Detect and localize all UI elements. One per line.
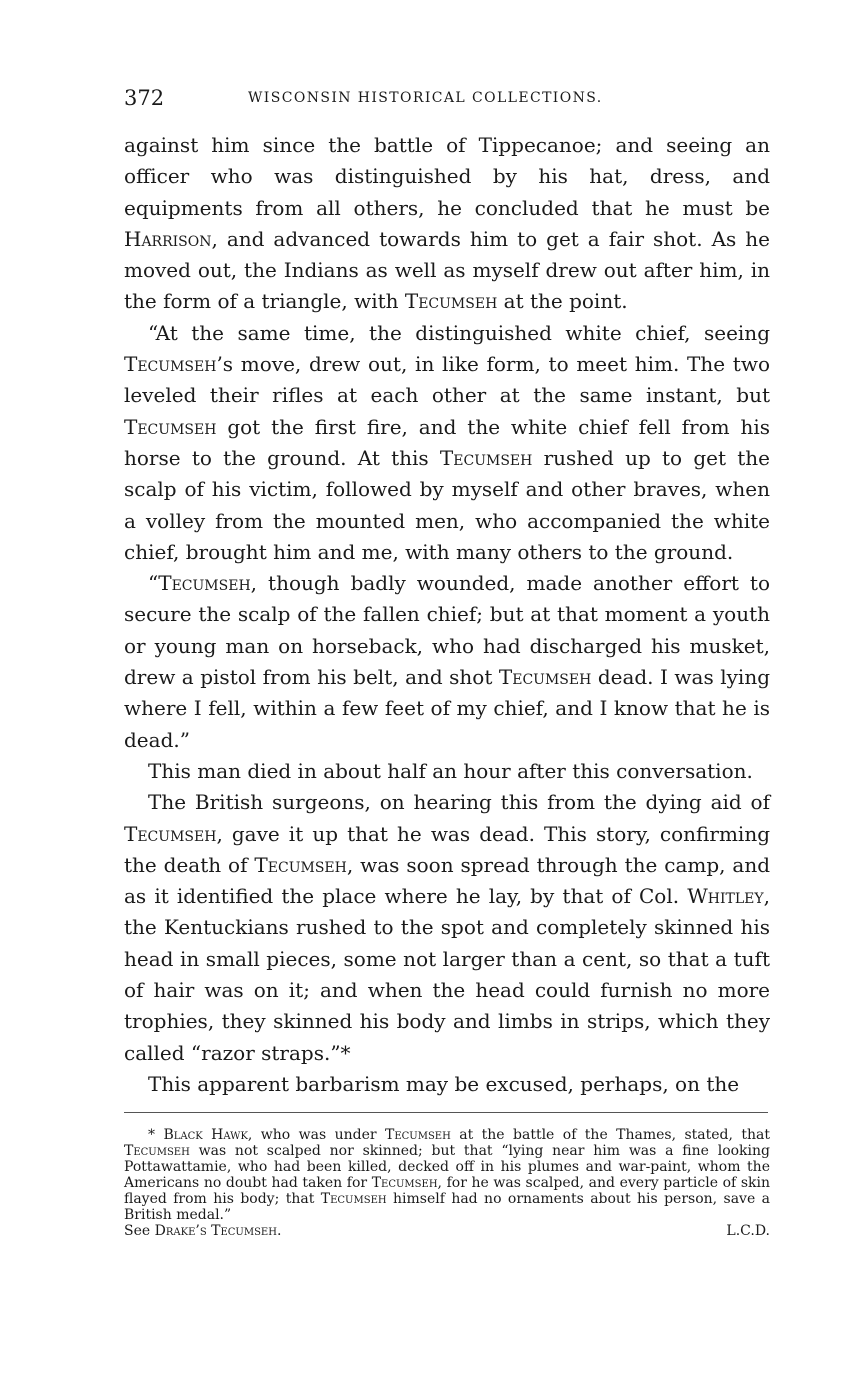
footnote-text: * Black Hawk, who was under Tecumseh at the battle of the Thames, stated, that Tecumseh was not scalped nor skinned; but that “lying near him was a fine looking Pottawattamie, who had been killed, decked off in his plumes and war-paint, whom the Americans no doubt had taken for Tecumseh, for he was scalped, and every particle of skin flayed from his body; that Tecumseh himself had no ornaments about his person, save a British medal.” — [124, 1127, 771, 1224]
paragraph-1: against him since the battle of Tippecanoe; and seeing an officer who was distinguished by his hat, dress, and equipments from all others, he concluded that he must be Harrison, and advanced towards him to get a fair shot. As he moved out, the Indians as well as myself drew out after him, in the form of a triangle, with Tecumseh at the point. — [124, 133, 770, 314]
paragraph-2: “At the same time, the distinguished white chief, seeing Tecumseh’s move, drew out, in like form, to meet him. The two leveled their rifles at each other at the same instant, but Tecumseh got the first fire, and the white chief fell from his horse to the ground. At this Tecumseh rushed up to get the scalp of his victim, followed by myself and other braves, when a volley from the mounted men, who accompanied the white chief, brought him and me, with many others to the ground. — [124, 320, 771, 564]
book-page — [124, 86, 770, 1239]
footnote-reference-line — [124, 1223, 770, 1239]
paragraph-5: The British surgeons, on hearing this from the dying aid of Tecumseh, gave it up that he was dead. This story, confirming the death of Tecumseh, was soon spread through the camp, and as it identified the place where he lay, by that of Col. Whitley, the Kentuckians rushed to the spot and completely skinned his head in small pieces, some not larger than a cent, so that a tuft of hair was on it; and when the head could furnish no more trophies, they skinned his body and limbs in strips, which they called “razor straps.”* — [124, 790, 771, 1065]
paragraph-4: This man died in about half an hour after this conversation. — [148, 758, 753, 783]
footnote — [124, 1127, 770, 1239]
name-tecumseh: Tecumseh — [124, 821, 217, 846]
name-tecumseh: Tecumseh — [498, 665, 592, 690]
name-tecumseh: Tecumseh — [124, 352, 217, 377]
footnote-signature: L.C.D. — [726, 1223, 770, 1240]
name-tecumseh: Tecumseh — [124, 414, 217, 439]
page-header — [124, 86, 770, 122]
name-tecumseh: Tecumseh — [320, 1191, 387, 1208]
body-text — [124, 130, 770, 1100]
name-harrison: Harrison — [124, 226, 212, 251]
paragraph-6: This apparent barbarism may be excused, perhaps, on the — [148, 1071, 740, 1096]
footnote-reference: See Drake’s Tecumseh. — [124, 1223, 282, 1240]
paragraph-3: “Tecumseh, though badly wounded, made another effort to secure the scalp of the fallen chief; but at that moment a youth or young man on horseback, who had discharged his musket, drew a pistol from his belt, and shot Tecumseh dead. I was lying where I fell, within a few feet of my chief, and I know that he is dead.” — [124, 571, 770, 752]
name-tecumseh: Tecumseh — [385, 1127, 451, 1144]
name-tecumseh: Tecumseh — [404, 289, 498, 314]
running-head: WISCONSIN HISTORICAL COLLECTIONS. — [248, 90, 603, 106]
book-reference: Drake’s Tecumseh — [154, 1223, 277, 1240]
page-number: 372 — [124, 86, 165, 110]
name-black-hawk: Black Hawk — [163, 1127, 248, 1144]
footnote-divider — [124, 1112, 768, 1113]
name-tecumseh: Tecumseh — [124, 1143, 190, 1160]
name-tecumseh: Tecumseh — [158, 571, 251, 596]
name-tecumseh: Tecumseh — [371, 1175, 438, 1192]
name-tecumseh: Tecumseh — [439, 445, 533, 470]
name-whitley: Whitley — [687, 884, 764, 909]
name-tecumseh: Tecumseh — [254, 852, 347, 877]
